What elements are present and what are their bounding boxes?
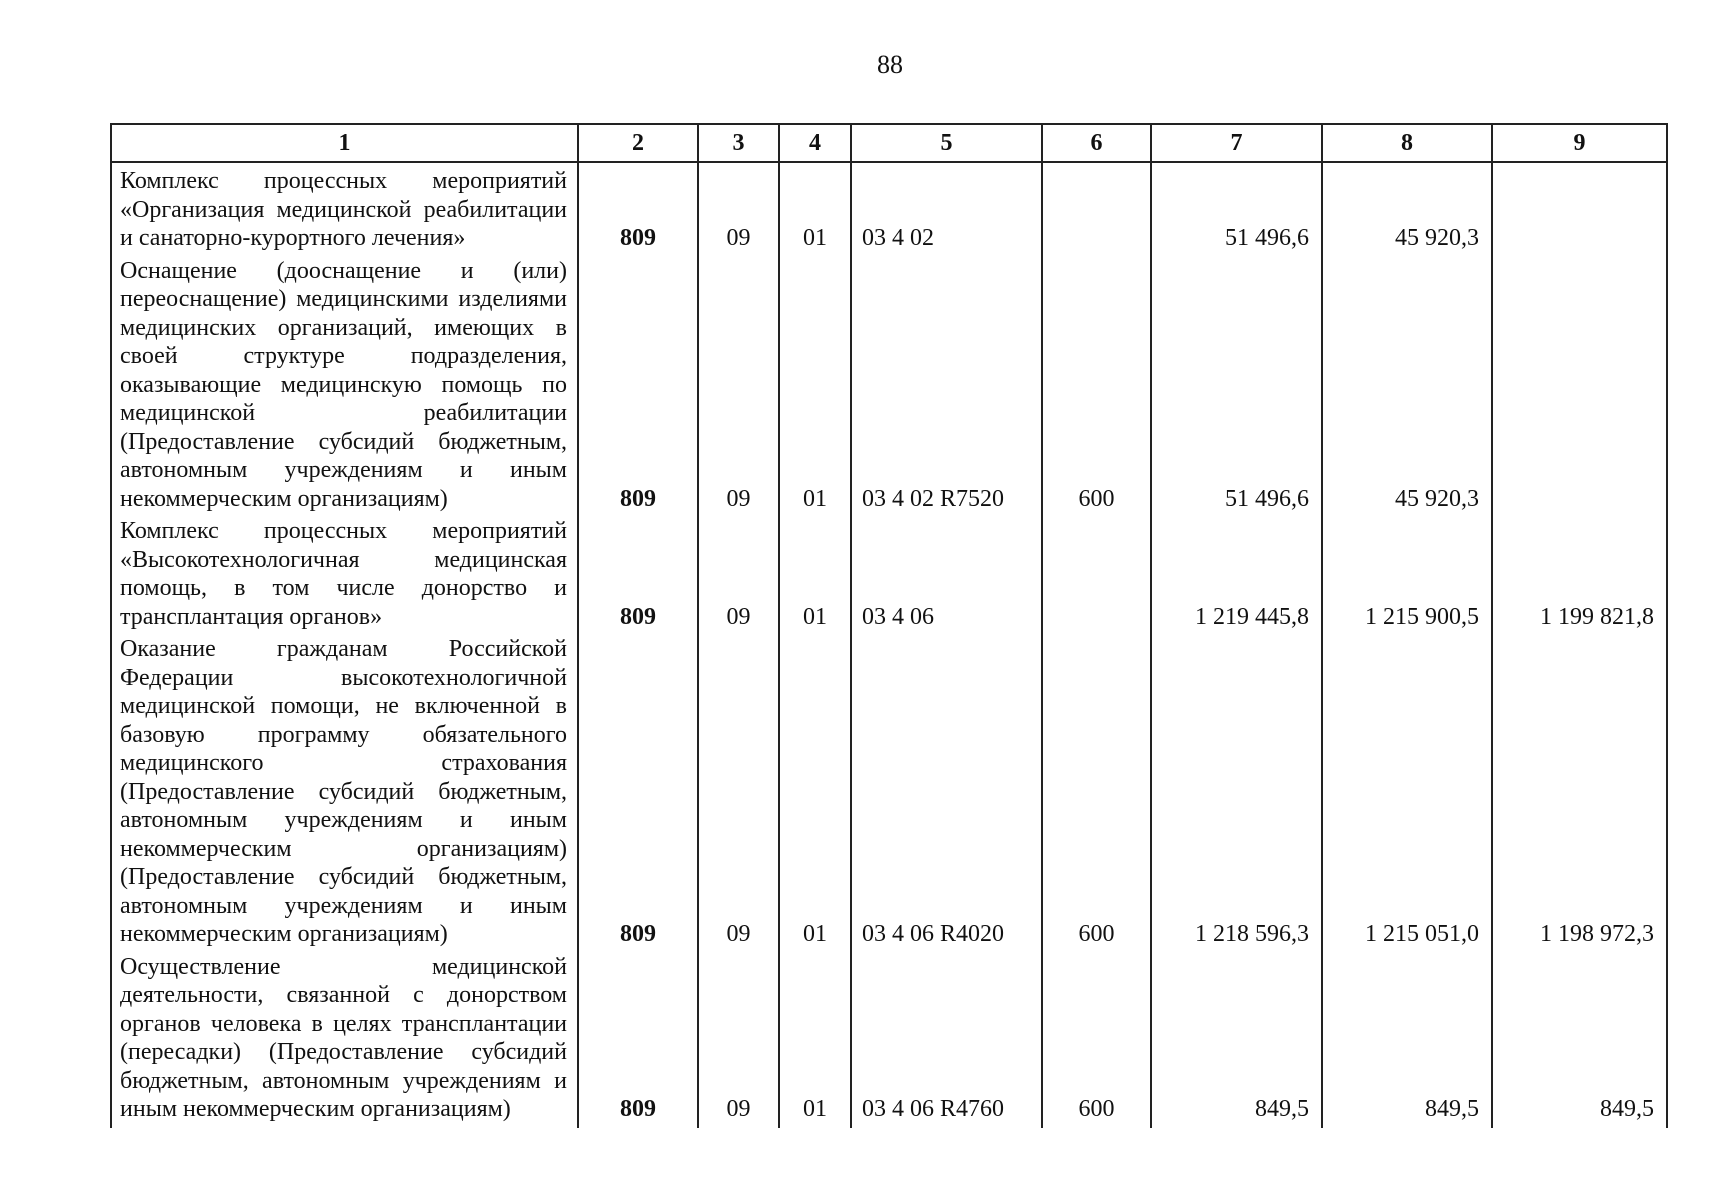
- cell-csr: 03 4 06 R4760: [851, 953, 1042, 1128]
- cell-pr: 01: [779, 257, 851, 518]
- column-header: 8: [1322, 124, 1492, 162]
- cell-amount-8: 849,5: [1322, 953, 1492, 1128]
- column-header: 2: [578, 124, 698, 162]
- cell-rz: 09: [698, 953, 779, 1128]
- cell-vr: [1042, 162, 1151, 257]
- cell-amount-9: 849,5: [1492, 953, 1667, 1128]
- cell-amount-9: 1 198 972,3: [1492, 635, 1667, 953]
- cell-gr: 809: [578, 257, 698, 518]
- cell-gr: 809: [578, 953, 698, 1128]
- cell-rz: 09: [698, 257, 779, 518]
- column-header: 7: [1151, 124, 1322, 162]
- column-header: 6: [1042, 124, 1151, 162]
- cell-amount-9: [1492, 162, 1667, 257]
- cell-csr: 03 4 02 R7520: [851, 257, 1042, 518]
- cell-amount-7: 1 219 445,8: [1151, 517, 1322, 635]
- cell-amount-7: 1 218 596,3: [1151, 635, 1322, 953]
- cell-vr: [1042, 517, 1151, 635]
- table-row: [111, 635, 1667, 953]
- cell-amount-8: 45 920,3: [1322, 257, 1492, 518]
- budget-table: [110, 123, 1668, 1128]
- cell-amount-7: 51 496,6: [1151, 257, 1322, 518]
- cell-amount-9: [1492, 257, 1667, 518]
- cell-amount-8: 45 920,3: [1322, 162, 1492, 257]
- cell-amount-7: 849,5: [1151, 953, 1322, 1128]
- column-header: 1: [111, 124, 578, 162]
- column-header: 5: [851, 124, 1042, 162]
- cell-amount-8: 1 215 051,0: [1322, 635, 1492, 953]
- cell-vr: 600: [1042, 635, 1151, 953]
- table-row: [111, 257, 1667, 518]
- column-header: 3: [698, 124, 779, 162]
- page-number: 88: [877, 50, 903, 79]
- row-description: Осуществление медицинской деятельности, связанной с донорством органов человека в целях трансплантации (пересадки) (Предоставление субсидий бюджетным, автономным учреждениям и иным некоммерческим организациям): [111, 953, 578, 1128]
- cell-amount-9: 1 199 821,8: [1492, 517, 1667, 635]
- column-header: 4: [779, 124, 851, 162]
- table-row: [111, 953, 1667, 1128]
- cell-rz: 09: [698, 635, 779, 953]
- cell-vr: 600: [1042, 257, 1151, 518]
- cell-csr: 03 4 02: [851, 162, 1042, 257]
- cell-pr: 01: [779, 635, 851, 953]
- cell-vr: 600: [1042, 953, 1151, 1128]
- cell-csr: 03 4 06 R4020: [851, 635, 1042, 953]
- cell-rz: 09: [698, 162, 779, 257]
- cell-gr: 809: [578, 162, 698, 257]
- header-row: [111, 124, 1667, 162]
- cell-pr: 01: [779, 162, 851, 257]
- cell-csr: 03 4 06: [851, 517, 1042, 635]
- cell-gr: 809: [578, 517, 698, 635]
- row-description: Комплекс процессных мероприятий «Высокотехнологичная медицинская помощь, в том числе донорство и трансплантация органов»: [111, 517, 578, 635]
- cell-pr: 01: [779, 517, 851, 635]
- row-description: Оснащение (дооснащение и (или) переоснащение) медицинскими изделиями медицинских организаций, имеющих в своей структуре подразделения, оказывающие медицинскую помощь по медицинской реабилитации (Предоставление субсидий бюджетным, автономным учреждениям и иным некоммерческим организациям): [111, 257, 578, 518]
- cell-rz: 09: [698, 517, 779, 635]
- cell-pr: 01: [779, 953, 851, 1128]
- cell-gr: 809: [578, 635, 698, 953]
- row-description: Оказание гражданам Российской Федерации высокотехнологичной медицинской помощи, не включенной в базовую программу обязательного медицинского страхования (Предоставление субсидий бюджетным, автономным учреждениям и иным некоммерческим организациям) (Предоставление субсидий бюджетным, автономным учреждениям и иным некоммерческим организациям): [111, 635, 578, 953]
- row-description: Комплекс процессных мероприятий «Организация медицинской реабилитации и санаторно-курортного лечения»: [111, 162, 578, 257]
- cell-amount-8: 1 215 900,5: [1322, 517, 1492, 635]
- table-row: [111, 162, 1667, 257]
- cell-amount-7: 51 496,6: [1151, 162, 1322, 257]
- table-row: [111, 517, 1667, 635]
- column-header: 9: [1492, 124, 1667, 162]
